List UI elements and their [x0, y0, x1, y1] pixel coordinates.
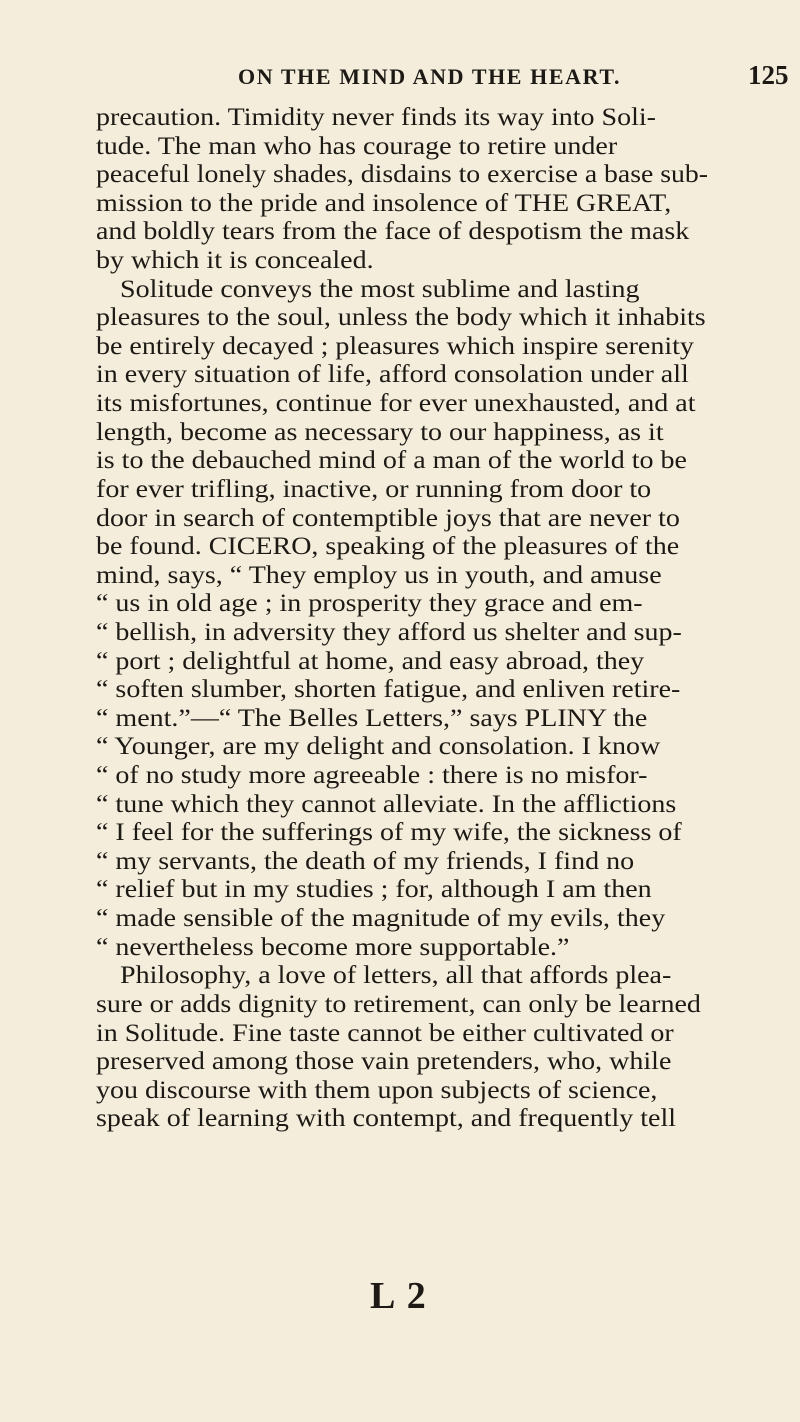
text-line: for ever trifling, inactive, or running from door to: [96, 475, 652, 503]
text-line: in every situation of life, afford consolation under all: [96, 361, 689, 389]
text-line: be found. CICERO, speaking of the pleasures of the: [96, 533, 680, 561]
text-line: be entirely decayed ; pleasures which inspire serenity: [96, 332, 694, 360]
text-line: Philosophy, a love of letters, all that affords plea-: [120, 962, 672, 990]
text-line: tude. The man who has courage to retire under: [96, 132, 618, 160]
body-text: [96, 104, 800, 1134]
text-line: “ nevertheless become more supportable.”: [96, 933, 570, 961]
text-line: preserved among those vain pretenders, who, while: [96, 1048, 672, 1076]
text-line: length, become as necessary to our happiness, as it: [96, 418, 664, 446]
text-line: speak of learning with contempt, and frequently tell: [96, 1105, 677, 1133]
text-line: peaceful lonely shades, disdains to exercise a base sub-: [96, 161, 709, 189]
text-line: you discourse with them upon subjects of science,: [96, 1076, 658, 1104]
text-line: “ my servants, the death of my friends, I find no: [96, 847, 635, 875]
text-line: “ us in old age ; in prosperity they grace and em-: [96, 590, 643, 618]
text-line: in Solitude. Fine taste cannot be either cultivated or: [96, 1019, 674, 1047]
text-line: precaution. Timidity never finds its way into Soli-: [96, 104, 656, 131]
running-head: [0, 56, 800, 96]
text-line: mind, says, “ They employ us in youth, and amuse: [96, 561, 662, 589]
text-line: “ tune which they cannot alleviate. In the afflictions: [96, 790, 677, 818]
text-line: “ I feel for the sufferings of my wife, the sickness of: [96, 819, 682, 847]
signature-mark: L 2: [370, 1275, 428, 1317]
text-line: and boldly tears from the face of despotism the mask: [96, 218, 690, 246]
text-line: “ of no study more agreeable : there is no misfor-: [96, 762, 648, 790]
text-line: “ ment.”—“ The Belles Letters,” says PLINY the: [96, 704, 648, 732]
text-line: pleasures to the soul, unless the body which it inhabits: [96, 304, 706, 332]
text-line: door in search of contemptible joys that are never to: [96, 504, 680, 532]
text-line: “ Younger, are my delight and consolation. I know: [96, 733, 661, 761]
text-line: “ made sensible of the magnitude of my evils, they: [96, 905, 666, 933]
text-line: mission to the pride and insolence of THE GREAT,: [96, 189, 672, 217]
running-title: ON THE MIND AND THE HEART.: [238, 64, 622, 89]
text-line: is to the debauched mind of a man of the world to be: [96, 447, 687, 475]
text-line: “ soften slumber, shorten fatigue, and enliven retire-: [96, 676, 681, 704]
text-line: sure or adds dignity to retirement, can only be learned: [96, 990, 701, 1018]
text-line: “ bellish, in adversity they afford us shelter and sup-: [96, 618, 682, 646]
text-line: “ port ; delightful at home, and easy abroad, they: [96, 647, 645, 675]
text-line: Solitude conveys the most sublime and lasting: [120, 275, 640, 303]
text-line: by which it is concealed.: [96, 247, 374, 275]
text-line: “ relief but in my studies ; for, although I am then: [96, 876, 652, 904]
text-line: its misfortunes, continue for ever unexhausted, and at: [96, 390, 696, 418]
page-number: 125: [748, 60, 789, 90]
